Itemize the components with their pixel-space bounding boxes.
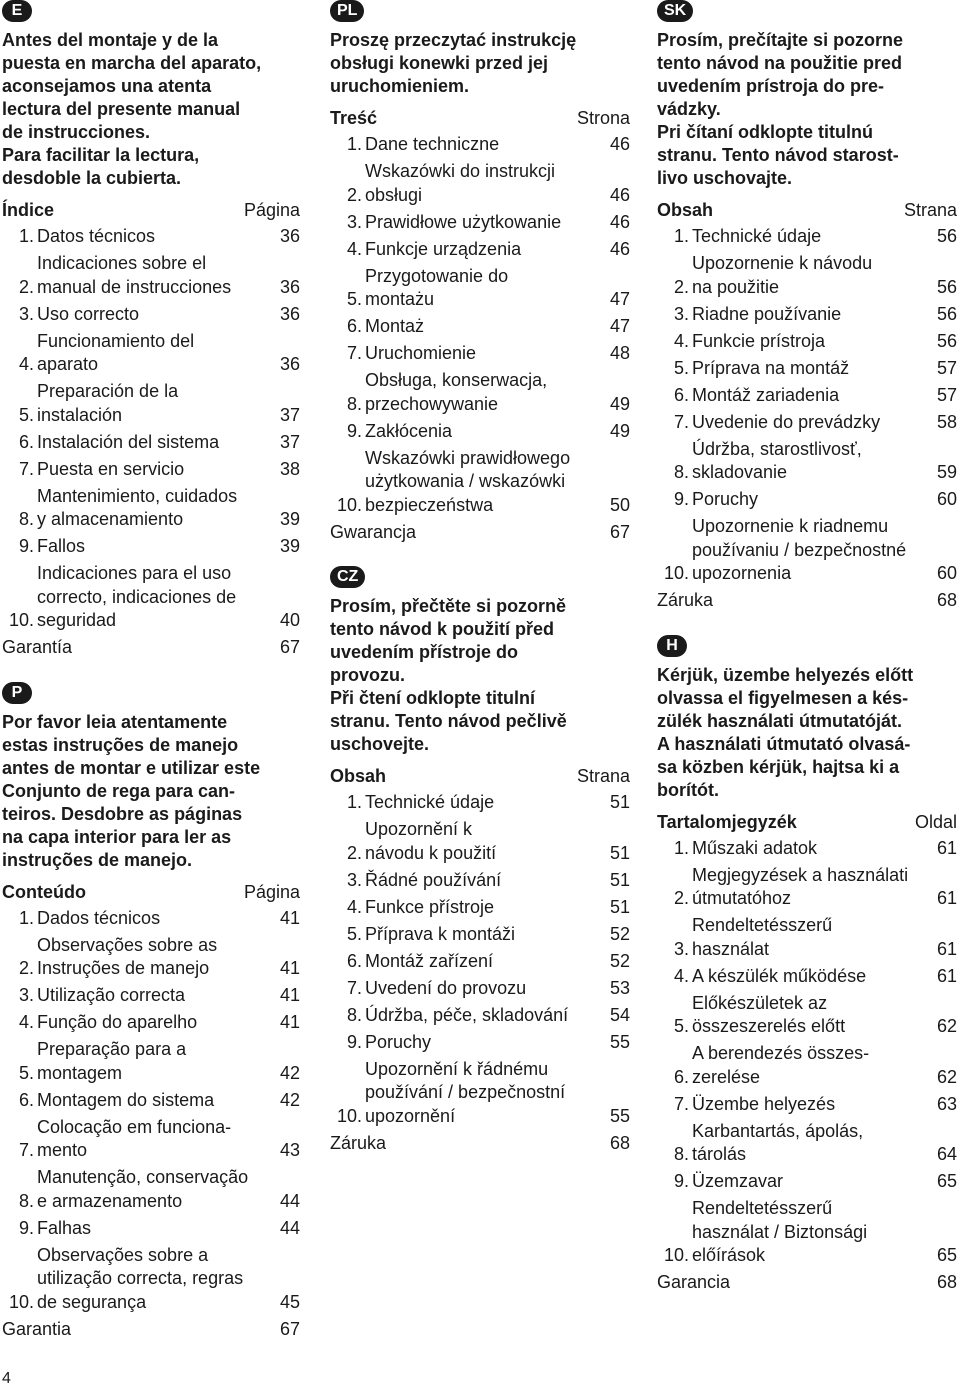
intro-text: Antes del montaje y de la puesta en marcha del aparato, aconsejamos una atenta lectura del presente manual de instrucciones. Para facilitar la lectura, desdoble la cubierta. — [2, 30, 262, 188]
entry-title: Montáž zariadenia — [692, 384, 840, 405]
entry-title: Üzemzavar — [692, 1171, 784, 1191]
entry-title: Garantia — [2, 1318, 72, 1339]
entry-page: 46 — [609, 184, 630, 205]
entry-number: 7. — [18, 458, 34, 479]
page-label: Oldal — [914, 811, 957, 832]
entry-number: 4. — [18, 354, 34, 374]
toc-entry — [330, 133, 630, 157]
entry-page: 61 — [936, 965, 957, 986]
entry-page: 49 — [609, 393, 630, 414]
entry-title: Montaż — [365, 316, 425, 336]
entry-number: 10. — [8, 610, 34, 630]
toc-entry — [2, 380, 300, 427]
toc-entry — [2, 1217, 300, 1241]
entry-number: 4. — [346, 238, 362, 259]
entry-number: 8. — [346, 393, 362, 414]
toc-header — [2, 198, 300, 222]
entry-page: 47 — [609, 316, 630, 336]
toc-entry — [330, 1004, 630, 1028]
entry-title: Uruchomienie — [365, 343, 477, 363]
entry-title: Instalación del sistema — [37, 431, 220, 452]
entry-number: 7. — [673, 411, 689, 432]
entry-page: 61 — [936, 837, 957, 858]
entry-page: 36 — [279, 354, 300, 374]
toc-entry — [330, 1031, 630, 1055]
column-right — [657, 0, 957, 1317]
toc-entry — [330, 977, 630, 1001]
language-badge: CZ — [330, 566, 365, 588]
entry-title: Rendeltetésszerű használat / Biztonsági előírások — [692, 1198, 868, 1265]
entry-number: 4. — [18, 1012, 34, 1032]
entry-page: 58 — [936, 411, 957, 432]
entry-page: 56 — [936, 303, 957, 324]
entry-number: 1. — [346, 792, 362, 812]
entry-title: Datos técnicos — [37, 226, 156, 246]
entry-number: 5. — [18, 1062, 34, 1083]
entry-number: 7. — [346, 977, 362, 998]
entry-number: 1. — [346, 134, 362, 154]
entry-number: 5. — [346, 923, 362, 944]
toc-entry — [657, 411, 957, 435]
entry-title: Preparação para a montagem — [37, 1039, 187, 1083]
entry-page: 44 — [279, 1190, 300, 1211]
entry-title: Dados técnicos — [37, 907, 161, 928]
entry-page: 39 — [279, 509, 300, 529]
toc-entry — [330, 447, 630, 518]
entry-number: 3. — [673, 303, 689, 324]
entry-number: 6. — [346, 950, 362, 971]
toc-entry — [657, 252, 957, 299]
entry-title: Uvedení do provozu — [365, 977, 527, 998]
entry-page: 60 — [936, 489, 957, 509]
entry-page: 40 — [279, 610, 300, 630]
toc-entry — [657, 1170, 957, 1194]
entry-number: 4. — [673, 330, 689, 351]
toc-entry — [2, 1116, 300, 1163]
toc-entry — [330, 923, 630, 947]
toc-entry — [657, 837, 957, 861]
toc-entry — [2, 303, 300, 327]
entry-page: 46 — [609, 238, 630, 259]
toc-entry — [2, 485, 300, 532]
entry-page: 59 — [936, 462, 957, 482]
entry-page: 57 — [936, 357, 957, 378]
toc-entry — [330, 896, 630, 920]
entry-number: 2. — [673, 888, 689, 908]
entry-number: 5. — [673, 1016, 689, 1036]
entry-page: 68 — [936, 590, 957, 610]
entry-page: 36 — [279, 276, 300, 297]
entry-page: 50 — [609, 494, 630, 515]
entry-page: 61 — [936, 888, 957, 908]
column-middle — [330, 0, 630, 1177]
entry-number: 5. — [673, 357, 689, 378]
intro-text: Prosím, přečtěte si pozorně tento návod k použití před uvedením přístroje do provozu. Při čtení odklopte titulní stranu. Tento návod pečlivě uschovejte. — [330, 596, 567, 754]
toc-entry — [2, 225, 300, 249]
entry-page: 57 — [936, 384, 957, 405]
toc-entry — [2, 934, 300, 981]
toc-header — [2, 880, 300, 904]
entry-number: 5. — [18, 404, 34, 425]
entry-number: 10. — [336, 494, 362, 515]
entry-title: Função do aparelho — [37, 1012, 198, 1032]
entry-title: Wskazówki do instrukcji obsługi — [365, 161, 556, 205]
entry-title: Fallos — [37, 536, 86, 556]
entry-page: 56 — [936, 276, 957, 297]
entry-title: Prawidłowe użytkowanie — [365, 211, 562, 232]
entry-number: 8. — [18, 509, 34, 529]
entry-number: 10. — [8, 1291, 34, 1312]
entry-title: Indicaciones para el uso correcto, indicaciones de seguridad — [37, 563, 237, 630]
toc-entry — [330, 211, 630, 235]
entry-page: 65 — [936, 1171, 957, 1191]
toc-entry — [657, 303, 957, 327]
entry-page: 51 — [609, 842, 630, 863]
entry-number: 10. — [663, 1245, 689, 1265]
toc-entry — [330, 818, 630, 865]
entry-title: A készülék működése — [692, 965, 867, 986]
entry-page: 67 — [279, 1318, 300, 1339]
entry-page: 68 — [609, 1132, 630, 1153]
page-label: Strona — [576, 108, 630, 128]
toc-entry — [657, 1093, 957, 1117]
toc-entry — [657, 488, 957, 512]
entry-number: 6. — [673, 384, 689, 405]
entry-number: 6. — [346, 316, 362, 336]
toc-header — [330, 106, 630, 130]
toc-entry — [657, 1042, 957, 1089]
entry-page: 46 — [609, 134, 630, 154]
entry-number: 2. — [346, 184, 362, 205]
toc-title: Obsah — [657, 200, 714, 220]
entry-page: 56 — [936, 226, 957, 246]
entry-page: 67 — [609, 521, 630, 542]
entry-page: 68 — [936, 1272, 957, 1292]
entry-title: Údržba, péče, skladování — [365, 1004, 569, 1025]
entry-number: 3. — [673, 938, 689, 959]
entry-title: Dane techniczne — [365, 134, 500, 154]
toc-title: Treść — [330, 108, 378, 128]
entry-title: Upozornění k řádnému používání / bezpečnostní upozornění — [365, 1058, 566, 1126]
page-label: Strana — [903, 200, 957, 220]
toc-entry — [2, 1244, 300, 1315]
entry-number: 4. — [673, 965, 689, 986]
entry-number: 10. — [663, 563, 689, 583]
entry-number: 9. — [346, 420, 362, 441]
entry-title: Funkcie prístroja — [692, 330, 826, 351]
entry-page: 51 — [609, 869, 630, 890]
toc-entry — [2, 636, 300, 660]
toc-entry — [2, 535, 300, 559]
entry-title: Colocação em funciona- mento — [37, 1116, 232, 1160]
section-cz — [330, 566, 630, 1155]
toc-entry — [330, 791, 630, 815]
entry-title: Wskazówki prawidłowego użytkowania / wskazówki bezpieczeństwa — [365, 447, 571, 515]
entry-title: Upozornění k návodu k použití — [365, 819, 497, 863]
entry-page: 54 — [609, 1004, 630, 1025]
entry-title: Observações sobre as Instruções de manejo — [37, 934, 218, 978]
entry-title: Megjegyzések a használati útmutatóhoz — [692, 864, 909, 908]
entry-page: 36 — [279, 226, 300, 246]
toc-title: Tartalomjegyzék — [657, 811, 797, 832]
toc-entry — [330, 521, 630, 545]
entry-page: 45 — [279, 1291, 300, 1312]
entry-title: Rendeltetésszerű használat — [692, 915, 833, 959]
entry-number: 9. — [346, 1031, 362, 1052]
entry-number: 8. — [673, 1144, 689, 1164]
toc-entry — [330, 1132, 630, 1156]
entry-title: Príprava na montáž — [692, 357, 850, 378]
entry-number: 3. — [18, 303, 34, 324]
entry-title: Příprava k montáži — [365, 923, 516, 944]
toc-entry — [330, 950, 630, 974]
language-badge: PL — [330, 0, 364, 22]
toc-entry — [2, 1166, 300, 1213]
entry-title: Funcionamiento del aparato — [37, 330, 195, 374]
entry-page: 37 — [279, 404, 300, 425]
entry-page: 60 — [936, 563, 957, 583]
entry-number: 2. — [18, 958, 34, 978]
entry-number: 3. — [346, 211, 362, 232]
entry-title: Poruchy — [692, 489, 759, 509]
entry-title: Uso correcto — [37, 303, 140, 324]
toc-entry — [657, 1271, 957, 1295]
entry-number: 3. — [18, 985, 34, 1005]
toc-entry — [657, 438, 957, 485]
section-sk — [657, 0, 957, 613]
toc-entry — [330, 160, 630, 207]
language-badge: P — [2, 682, 32, 704]
entry-title: Upozornenie k návodu na použitie — [692, 253, 873, 297]
entry-number: 2. — [18, 276, 34, 297]
language-badge: SK — [657, 0, 693, 22]
entry-page: 51 — [609, 792, 630, 812]
toc-title: Obsah — [330, 766, 387, 786]
toc-entry — [657, 1120, 957, 1167]
entry-number: 8. — [673, 462, 689, 482]
toc-entry — [657, 384, 957, 408]
toc-entry — [657, 992, 957, 1039]
entry-title: Karbantartás, ápolás, tárolás — [692, 1120, 864, 1164]
toc-entry — [2, 1089, 300, 1113]
entry-title: A berendezés összes- zerelése — [692, 1043, 870, 1087]
intro-text: Prosím, prečítajte si pozorne tento návod na použitie pred uvedením prístroja do pre- vádzky. Pri čítaní odklopte titulnú stranu. Tento návod starost- livo uschovajte. — [657, 30, 904, 188]
toc-entry — [330, 1058, 630, 1129]
entry-number: 1. — [18, 907, 34, 928]
entry-title: Údržba, starostlivosť, skladovanie — [692, 438, 862, 482]
toc-entry — [330, 369, 630, 416]
toc-entry — [2, 252, 300, 299]
entry-number: 7. — [18, 1140, 34, 1160]
section-e — [2, 0, 300, 660]
toc-entry — [330, 869, 630, 893]
entry-title: Indicaciones sobre el manual de instrucciones — [37, 253, 232, 297]
entry-title: Upozornenie k riadnemu používaniu / bezpečnostné upozornenia — [692, 516, 907, 583]
entry-number: 2. — [673, 276, 689, 297]
entry-title: Záruka — [330, 1132, 387, 1153]
entry-page: 39 — [279, 536, 300, 556]
entry-number: 1. — [18, 226, 34, 246]
entry-number: 6. — [18, 1089, 34, 1110]
entry-page: 47 — [609, 289, 630, 309]
toc-header — [657, 810, 957, 834]
entry-page: 62 — [936, 1066, 957, 1087]
entry-number: 4. — [346, 896, 362, 917]
intro-text: Proszę przeczytać instrukcję obsługi konewki przed jej uruchomieniem. — [330, 30, 577, 96]
entry-page: 52 — [609, 950, 630, 971]
entry-page: 42 — [279, 1089, 300, 1110]
toc-entry — [2, 458, 300, 482]
entry-title: Üzembe helyezés — [692, 1093, 836, 1114]
entry-number: 9. — [18, 1217, 34, 1238]
entry-title: Preparación de la instalación — [37, 381, 179, 425]
page-label: Strana — [576, 766, 630, 786]
entry-title: Puesta en servicio — [37, 458, 185, 479]
entry-title: Garancia — [657, 1272, 731, 1292]
toc-entry — [2, 431, 300, 455]
entry-page: 49 — [609, 420, 630, 441]
intro-text: Por favor leia atentamente estas instruções de manejo antes de montar e utilizar este Conjunto de rega para can- teiros. Desdobre as páginas na capa interior para ler as instruções de manejo. — [2, 711, 261, 870]
entry-number: 9. — [18, 536, 34, 556]
entry-title: Poruchy — [365, 1031, 432, 1052]
entry-title: Montáž zařízení — [365, 950, 494, 971]
entry-title: Garantía — [2, 637, 73, 657]
toc-entry — [657, 357, 957, 381]
entry-page: 56 — [936, 330, 957, 351]
entry-number: 7. — [673, 1093, 689, 1114]
entry-page: 42 — [279, 1062, 300, 1083]
section-p — [2, 682, 300, 1342]
toc-entry — [657, 225, 957, 249]
toc-entry — [330, 265, 630, 312]
entry-title: Záruka — [657, 590, 714, 610]
entry-page: 62 — [936, 1016, 957, 1036]
entry-page: 38 — [279, 458, 300, 479]
toc-entry — [657, 1197, 957, 1268]
entry-page: 36 — [279, 303, 300, 324]
entry-title: Uvedenie do prevádzky — [692, 411, 881, 432]
entry-page: 43 — [279, 1140, 300, 1160]
toc-entry — [330, 238, 630, 262]
language-badge: H — [657, 635, 687, 657]
entry-page: 53 — [609, 977, 630, 998]
entry-page: 37 — [279, 431, 300, 452]
toc-entry — [2, 1011, 300, 1035]
entry-number: 5. — [346, 289, 362, 309]
entry-page: 65 — [936, 1245, 957, 1265]
entry-title: Manutenção, conservação e armazenamento — [37, 1167, 249, 1211]
entry-page: 61 — [936, 938, 957, 959]
entry-title: Műszaki adatok — [692, 837, 818, 858]
column-left — [2, 0, 300, 1363]
entry-number: 1. — [673, 226, 689, 246]
toc-entry — [657, 330, 957, 354]
toc-entry — [330, 342, 630, 366]
entry-title: Řádné používání — [365, 869, 502, 890]
entry-number: 1. — [673, 837, 689, 858]
entry-number: 6. — [18, 431, 34, 452]
toc-entry — [657, 589, 957, 613]
intro-text: Kérjük, üzembe helyezés előtt olvassa el figyelmesen a kés- zülék használati útmutatóját. A használati útmutató olvasá- sa közben kérjük, hajtsa ki a borítót. — [657, 664, 914, 800]
entry-number: 3. — [346, 869, 362, 890]
toc-entry — [2, 330, 300, 377]
entry-page: 52 — [609, 923, 630, 944]
toc-entry — [2, 1038, 300, 1085]
entry-title: Utilização correcta — [37, 985, 186, 1005]
page-number: 4 — [2, 1370, 11, 1387]
entry-page: 41 — [279, 907, 300, 928]
entry-number: 6. — [673, 1066, 689, 1087]
entry-number: 8. — [18, 1190, 34, 1211]
language-badge: E — [2, 0, 32, 22]
toc-entry — [2, 1318, 300, 1342]
toc-entry — [2, 984, 300, 1008]
entry-title: Funkce přístroje — [365, 896, 495, 917]
toc-entry — [330, 420, 630, 444]
toc-header — [657, 198, 957, 222]
toc-header — [330, 764, 630, 788]
entry-number: 10. — [336, 1105, 362, 1126]
entry-page: 55 — [609, 1105, 630, 1126]
entry-title: Obsługa, konserwacja, przechowywanie — [365, 370, 548, 414]
entry-page: 44 — [279, 1217, 300, 1238]
section-h — [657, 635, 957, 1295]
entry-title: Előkészületek az összeszerelés előtt — [692, 992, 846, 1036]
entry-page: 51 — [609, 896, 630, 917]
entry-title: Observações sobre a utilização correcta, regras de segurança — [37, 1244, 244, 1312]
entry-page: 41 — [279, 1012, 300, 1032]
entry-title: Zakłócenia — [365, 420, 453, 441]
entry-page: 55 — [609, 1031, 630, 1052]
entry-number: 2. — [346, 842, 362, 863]
entry-page: 64 — [936, 1144, 957, 1164]
page-label: Página — [243, 881, 300, 902]
entry-title: Technické údaje — [365, 792, 495, 812]
toc-title: Conteúdo — [2, 881, 86, 902]
toc-entry — [2, 907, 300, 931]
entry-title: Montagem do sistema — [37, 1089, 215, 1110]
entry-page: 67 — [279, 637, 300, 657]
toc-entry — [657, 965, 957, 989]
entry-title: Falhas — [37, 1217, 92, 1238]
entry-number: 9. — [673, 489, 689, 509]
entry-page: 63 — [936, 1093, 957, 1114]
toc-title: Índice — [2, 200, 55, 220]
entry-title: Funkcje urządzenia — [365, 238, 522, 259]
entry-page: 46 — [609, 211, 630, 232]
entry-page: 48 — [609, 343, 630, 363]
entry-title: Mantenimiento, cuidados y almacenamiento — [37, 485, 238, 529]
entry-title: Riadne používanie — [692, 303, 842, 324]
entry-number: 7. — [346, 343, 362, 363]
entry-number: 8. — [346, 1004, 362, 1025]
entry-title: Przygotowanie do montażu — [365, 265, 509, 309]
section-pl — [330, 0, 630, 544]
entry-page: 41 — [279, 985, 300, 1005]
entry-number: 9. — [673, 1171, 689, 1191]
toc-entry — [330, 315, 630, 339]
entry-title: Technické údaje — [692, 226, 822, 246]
toc-entry — [657, 864, 957, 911]
entry-page: 41 — [279, 958, 300, 978]
page-label: Página — [243, 200, 300, 220]
toc-entry — [657, 914, 957, 961]
entry-title: Gwarancja — [330, 521, 417, 542]
toc-entry — [2, 562, 300, 633]
toc-entry — [657, 515, 957, 586]
